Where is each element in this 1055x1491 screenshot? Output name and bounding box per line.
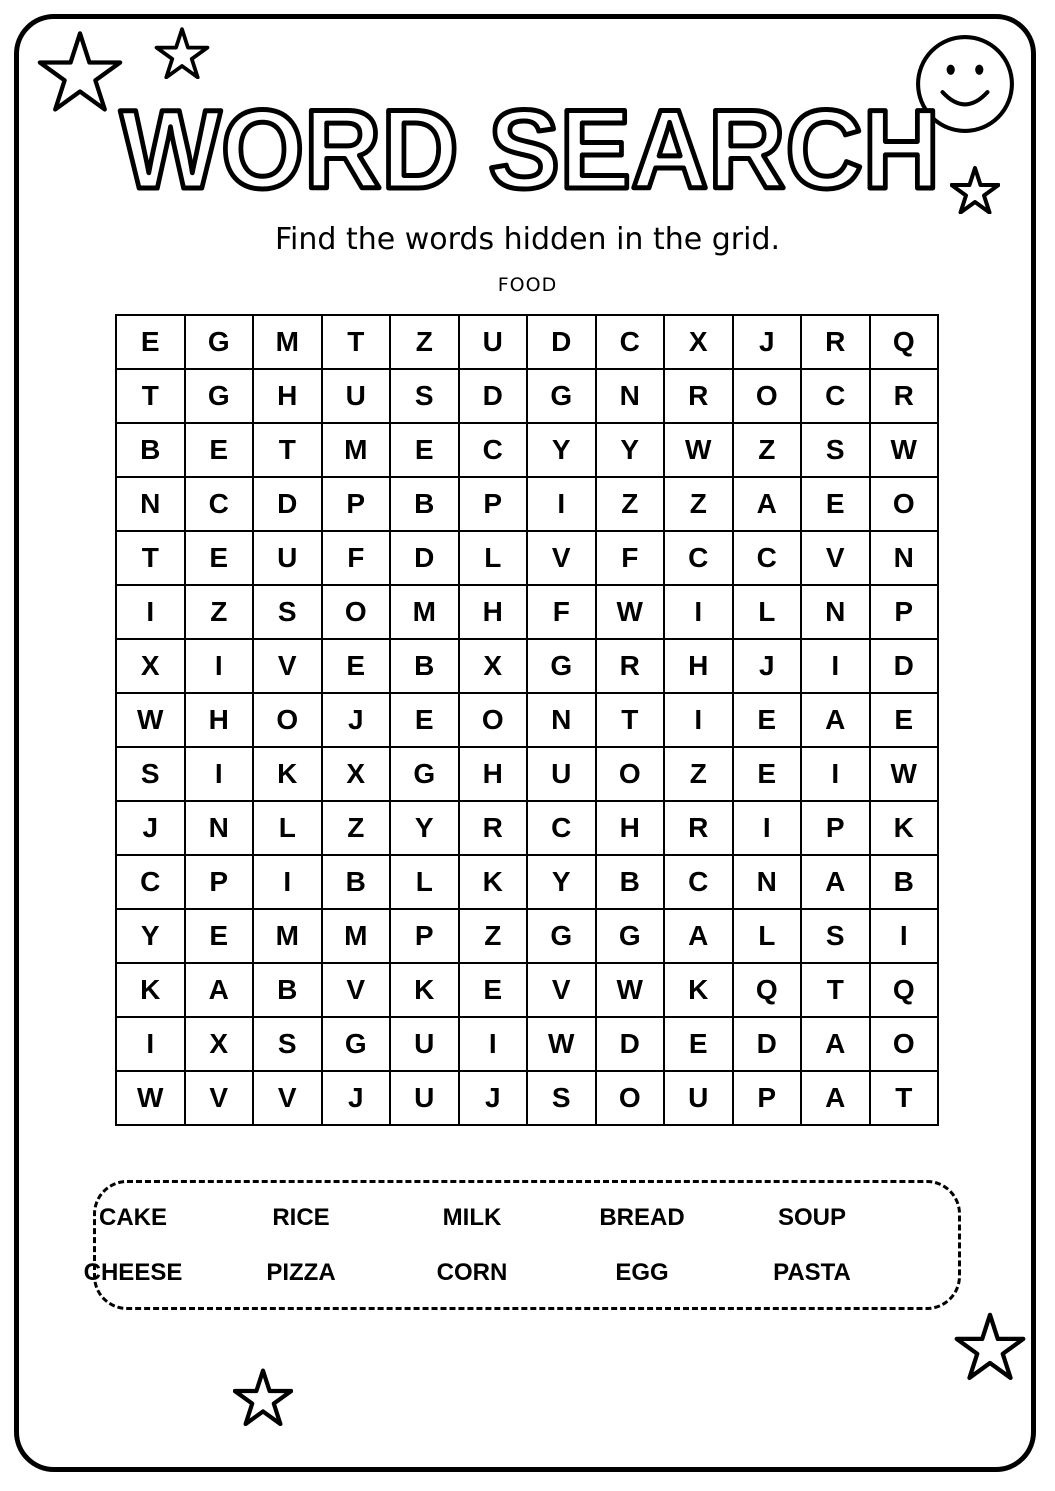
grid-cell[interactable]: Q (734, 964, 803, 1018)
grid-cell[interactable]: B (391, 640, 460, 694)
grid-cell[interactable]: P (460, 478, 529, 532)
grid-cell[interactable]: M (323, 910, 392, 964)
grid-cell[interactable]: G (186, 370, 255, 424)
grid-cell[interactable]: I (254, 856, 323, 910)
grid-cell[interactable]: G (528, 640, 597, 694)
grid-cell[interactable]: E (323, 640, 392, 694)
grid-cell[interactable]: O (460, 694, 529, 748)
grid-cell[interactable]: V (323, 964, 392, 1018)
grid-cell[interactable]: Z (323, 802, 392, 856)
grid-cell[interactable]: Z (460, 910, 529, 964)
grid-cell[interactable]: E (665, 1018, 734, 1072)
grid-cell[interactable]: X (460, 640, 529, 694)
grid-cell[interactable]: J (460, 1072, 529, 1126)
grid-cell[interactable]: S (391, 370, 460, 424)
grid-cell[interactable]: H (460, 748, 529, 802)
grid-cell[interactable]: X (117, 640, 186, 694)
grid-cell[interactable]: T (323, 316, 392, 370)
grid-cell[interactable]: V (528, 532, 597, 586)
grid-cell[interactable]: H (186, 694, 255, 748)
grid-cell[interactable]: L (391, 856, 460, 910)
grid-cell[interactable]: T (597, 694, 666, 748)
grid-cell[interactable]: U (391, 1018, 460, 1072)
word-item: MILK (442, 1204, 502, 1231)
word-item: RICE (272, 1204, 330, 1231)
grid-cell[interactable]: R (460, 802, 529, 856)
word-item: CHEESE (83, 1259, 183, 1286)
grid-cell[interactable]: D (734, 1018, 803, 1072)
grid-cell[interactable]: N (186, 802, 255, 856)
grid-cell[interactable]: B (117, 424, 186, 478)
word-item: PASTA (773, 1259, 851, 1286)
grid-cell[interactable]: W (665, 424, 734, 478)
grid-cell[interactable]: R (665, 802, 734, 856)
grid-cell[interactable]: I (871, 910, 940, 964)
grid-cell[interactable]: P (186, 856, 255, 910)
grid-cell[interactable]: O (597, 748, 666, 802)
word-list-box (93, 1180, 961, 1310)
grid-cell[interactable]: H (597, 802, 666, 856)
grid-cell[interactable]: S (802, 910, 871, 964)
grid-cell[interactable]: U (391, 1072, 460, 1126)
grid-cell[interactable]: N (597, 370, 666, 424)
star-icon (154, 27, 210, 79)
grid-cell[interactable]: O (254, 694, 323, 748)
grid-cell[interactable]: L (734, 586, 803, 640)
grid-cell[interactable]: U (323, 370, 392, 424)
grid-cell[interactable]: J (323, 694, 392, 748)
grid-cell[interactable]: G (186, 316, 255, 370)
grid-cell[interactable]: J (734, 316, 803, 370)
word-item: CORN (436, 1259, 508, 1286)
grid-cell[interactable]: E (734, 748, 803, 802)
grid-cell[interactable]: I (186, 748, 255, 802)
grid-cell[interactable]: N (734, 856, 803, 910)
grid-cell[interactable]: M (254, 316, 323, 370)
grid-cell[interactable]: C (528, 802, 597, 856)
grid-cell[interactable]: Z (597, 478, 666, 532)
grid-cell[interactable]: V (528, 964, 597, 1018)
grid-cell[interactable]: D (391, 532, 460, 586)
grid-cell[interactable]: B (597, 856, 666, 910)
grid-cell[interactable]: N (117, 478, 186, 532)
grid-cell[interactable]: Q (871, 316, 940, 370)
grid-cell[interactable]: I (734, 802, 803, 856)
grid-cell[interactable]: P (323, 478, 392, 532)
grid-cell[interactable]: Y (117, 910, 186, 964)
grid-cell[interactable]: I (802, 640, 871, 694)
grid-cell[interactable]: S (528, 1072, 597, 1126)
grid-cell[interactable]: T (254, 424, 323, 478)
grid-cell[interactable]: H (254, 370, 323, 424)
grid-cell[interactable]: Z (734, 424, 803, 478)
grid-cell[interactable]: E (871, 694, 940, 748)
grid-cell[interactable]: B (254, 964, 323, 1018)
grid-cell[interactable]: N (528, 694, 597, 748)
grid-cell[interactable]: D (460, 370, 529, 424)
grid-cell[interactable]: S (254, 1018, 323, 1072)
grid-cell[interactable]: L (254, 802, 323, 856)
grid-cell[interactable]: Z (391, 316, 460, 370)
grid-cell[interactable]: C (734, 532, 803, 586)
grid-cell[interactable]: K (117, 964, 186, 1018)
grid-cell[interactable]: C (597, 316, 666, 370)
grid-cell[interactable]: S (117, 748, 186, 802)
grid-cell[interactable]: N (871, 532, 940, 586)
grid-cell[interactable]: P (391, 910, 460, 964)
grid-cell[interactable]: K (391, 964, 460, 1018)
grid-cell[interactable]: Y (528, 424, 597, 478)
grid-cell[interactable]: P (734, 1072, 803, 1126)
grid-cell[interactable]: T (117, 370, 186, 424)
grid-cell[interactable]: G (391, 748, 460, 802)
grid-cell[interactable]: J (734, 640, 803, 694)
topic-label: FOOD (497, 274, 558, 296)
grid-cell[interactable]: L (734, 910, 803, 964)
grid-cell[interactable]: M (254, 910, 323, 964)
grid-cell[interactable]: K (254, 748, 323, 802)
grid-cell[interactable]: U (528, 748, 597, 802)
grid-cell[interactable]: C (665, 532, 734, 586)
grid-cell[interactable]: E (391, 694, 460, 748)
grid-cell[interactable]: O (323, 586, 392, 640)
grid-cell[interactable]: O (734, 370, 803, 424)
grid-cell[interactable]: I (802, 748, 871, 802)
grid-cell[interactable]: X (665, 316, 734, 370)
grid-cell[interactable]: S (254, 586, 323, 640)
grid-cell[interactable]: F (597, 532, 666, 586)
instructions: Find the words hidden in the grid. (274, 222, 781, 257)
word-item: SOUP (777, 1204, 846, 1231)
grid-cell[interactable]: D (597, 1018, 666, 1072)
grid-cell[interactable]: W (597, 586, 666, 640)
grid-cell[interactable]: I (117, 586, 186, 640)
grid-cell[interactable]: M (323, 424, 392, 478)
grid-cell[interactable]: I (528, 478, 597, 532)
grid-cell[interactable]: Y (391, 802, 460, 856)
grid-cell[interactable]: A (665, 910, 734, 964)
grid-cell[interactable]: J (323, 1072, 392, 1126)
grid-cell[interactable]: M (391, 586, 460, 640)
grid-cell[interactable]: X (186, 1018, 255, 1072)
grid-cell[interactable]: I (665, 586, 734, 640)
grid-cell[interactable]: K (871, 802, 940, 856)
grid-cell[interactable]: A (802, 856, 871, 910)
grid-cell[interactable]: S (802, 424, 871, 478)
grid-cell[interactable]: F (323, 532, 392, 586)
grid-cell[interactable]: Y (528, 856, 597, 910)
grid-cell[interactable]: W (871, 748, 940, 802)
grid-cell[interactable]: B (871, 856, 940, 910)
grid-cell[interactable]: E (186, 424, 255, 478)
grid-cell[interactable]: G (597, 910, 666, 964)
grid-cell[interactable]: A (802, 694, 871, 748)
grid-cell[interactable]: R (597, 640, 666, 694)
star-icon (233, 1368, 293, 1426)
grid-cell[interactable]: V (254, 1072, 323, 1126)
grid-cell[interactable]: C (117, 856, 186, 910)
grid-cell[interactable]: A (802, 1018, 871, 1072)
grid-cell[interactable]: P (871, 586, 940, 640)
grid-cell[interactable]: W (117, 694, 186, 748)
grid-cell[interactable]: E (186, 910, 255, 964)
grid-cell[interactable]: U (254, 532, 323, 586)
grid-cell[interactable]: W (528, 1018, 597, 1072)
grid-cell[interactable]: W (597, 964, 666, 1018)
title-text: WORD SEARCH (120, 88, 940, 208)
grid-cell[interactable]: E (186, 532, 255, 586)
grid-cell[interactable]: E (391, 424, 460, 478)
grid-cell[interactable]: P (802, 802, 871, 856)
grid-cell[interactable]: E (802, 478, 871, 532)
grid-cell[interactable]: G (528, 370, 597, 424)
grid-cell[interactable]: U (460, 316, 529, 370)
grid-cell[interactable]: C (665, 856, 734, 910)
grid-cell[interactable]: V (802, 532, 871, 586)
grid-cell[interactable]: N (802, 586, 871, 640)
grid-cell[interactable]: F (528, 586, 597, 640)
word-item: PIZZA (266, 1259, 336, 1286)
grid-cell[interactable]: G (528, 910, 597, 964)
grid-cell[interactable]: K (460, 856, 529, 910)
page-title (100, 88, 960, 208)
grid-cell[interactable]: D (254, 478, 323, 532)
grid-cell[interactable]: O (871, 1018, 940, 1072)
grid-cell[interactable]: V (254, 640, 323, 694)
grid-cell[interactable]: Z (665, 478, 734, 532)
grid-cell[interactable]: G (323, 1018, 392, 1072)
grid-cell[interactable]: A (186, 964, 255, 1018)
word-item: CAKE (98, 1204, 167, 1231)
grid-cell[interactable]: V (186, 1072, 255, 1126)
star-icon (954, 1312, 1026, 1380)
word-item: EGG (615, 1259, 669, 1286)
grid-cell[interactable]: Y (597, 424, 666, 478)
grid-cell[interactable]: C (460, 424, 529, 478)
grid-cell[interactable]: Q (871, 964, 940, 1018)
grid-cell[interactable]: J (117, 802, 186, 856)
grid-cell[interactable]: R (871, 370, 940, 424)
grid-cell[interactable]: E (117, 316, 186, 370)
grid-cell[interactable]: T (117, 532, 186, 586)
grid-cell[interactable]: C (802, 370, 871, 424)
grid-cell[interactable]: Z (665, 748, 734, 802)
grid-cell[interactable]: B (391, 478, 460, 532)
grid-cell[interactable]: I (460, 1018, 529, 1072)
grid-cell[interactable]: W (117, 1072, 186, 1126)
grid-cell[interactable]: W (871, 424, 940, 478)
grid-cell[interactable]: H (665, 640, 734, 694)
grid-cell[interactable]: T (802, 964, 871, 1018)
grid-cell[interactable]: D (871, 640, 940, 694)
grid-cell[interactable]: Z (186, 586, 255, 640)
grid-cell[interactable]: K (665, 964, 734, 1018)
grid-cell[interactable]: E (460, 964, 529, 1018)
grid-cell[interactable]: R (802, 316, 871, 370)
grid-cell[interactable]: C (186, 478, 255, 532)
grid-cell[interactable]: L (460, 532, 529, 586)
grid-cell[interactable]: O (871, 478, 940, 532)
letter-grid (115, 314, 939, 1126)
grid-cell[interactable]: E (734, 694, 803, 748)
grid-cell[interactable]: B (323, 856, 392, 910)
grid-cell[interactable]: I (186, 640, 255, 694)
grid-cell[interactable]: A (802, 1072, 871, 1126)
grid-cell[interactable]: O (597, 1072, 666, 1126)
grid-cell[interactable]: D (528, 316, 597, 370)
grid-cell[interactable]: I (665, 694, 734, 748)
grid-cell[interactable]: R (665, 370, 734, 424)
grid-cell[interactable]: I (117, 1018, 186, 1072)
word-item: BREAD (599, 1204, 685, 1231)
grid-cell[interactable]: A (734, 478, 803, 532)
grid-cell[interactable]: H (460, 586, 529, 640)
grid-cell[interactable]: U (665, 1072, 734, 1126)
grid-cell[interactable]: X (323, 748, 392, 802)
grid-cell[interactable]: T (871, 1072, 940, 1126)
